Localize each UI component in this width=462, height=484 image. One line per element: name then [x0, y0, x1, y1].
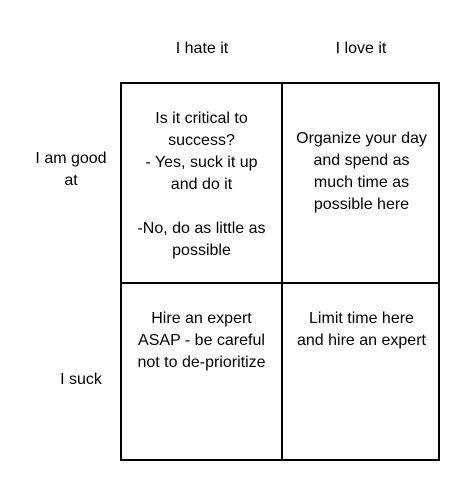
row-header-good: I am good at [35, 150, 107, 189]
column-header-hate: I hate it [175, 40, 229, 57]
quadrant-grid [120, 82, 440, 461]
column-header-love: I love it [335, 40, 387, 57]
quadrant-good-love: Organize your day and spend as much time as possible here [296, 130, 427, 213]
row-header-suck: I suck [60, 371, 102, 388]
quadrant-good-hate: Is it critical to success? - Yes, suck it up and do it -No, do as little as possible [137, 110, 266, 259]
quadrant-suck-hate: Hire an expert ASAP - be careful not to de-prioritize [137, 310, 266, 371]
horizontal-divider [122, 282, 438, 284]
quadrant-suck-love: Limit time here and hire an expert [297, 310, 426, 349]
